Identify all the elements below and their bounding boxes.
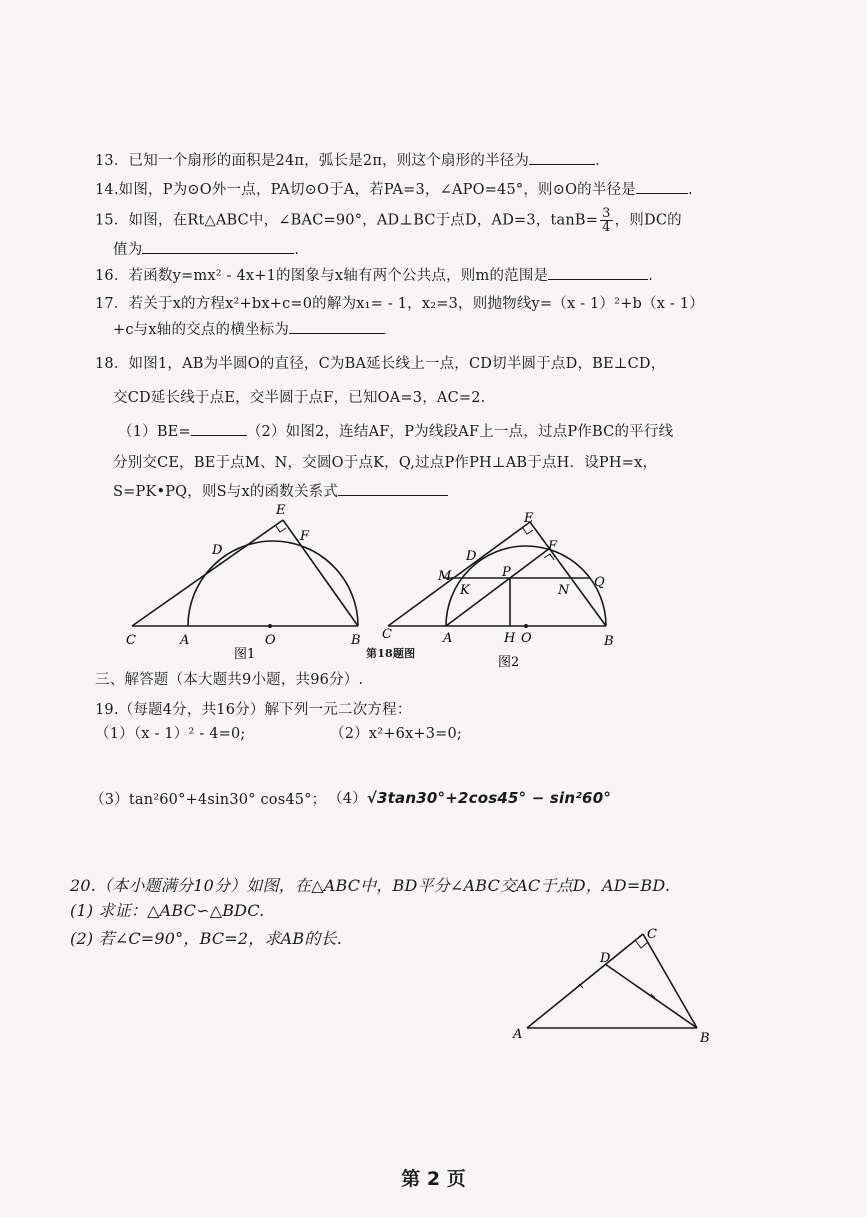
question-18-line3: （1）BE= （2）如图2，连结AF，P为线段AF上一点，过点P作BC的平行线 — [118, 420, 673, 441]
section-3-heading: 三、解答题（本大题共9小题，共96分）. — [95, 672, 364, 688]
fraction-3-4: $\frac{3}{4}$ — [602, 206, 611, 235]
part4-expression: √3tan30°+2cos45° − sin²60° — [366, 789, 612, 807]
question-14: 14.如图，P为⊙O外一点，PA切⊙O于A，若PA=3，∠APO=45°，则⊙O的半径是 . — [95, 178, 693, 199]
page-number: 第 2 页 — [401, 1168, 466, 1190]
question-20-part1: (1) 求证：△ABC∽△BDC. — [70, 901, 265, 920]
label-Q: Q — [594, 575, 605, 590]
label-C: C — [126, 633, 136, 648]
label-D: D — [212, 543, 223, 558]
label-P: P — [502, 565, 511, 580]
label-A: A — [443, 631, 453, 646]
figure-20 — [505, 918, 735, 1048]
answer-blank — [636, 179, 688, 194]
question-20-part2: (2) 若∠C=90°，BC=2，求AB的长. — [70, 929, 343, 948]
label-H: H — [504, 631, 516, 646]
label-D: D — [466, 549, 477, 564]
answer-blank — [529, 150, 595, 165]
figure-18-caption: 第18题图 — [366, 647, 416, 660]
figure-1 — [118, 498, 378, 663]
label-E: E — [276, 503, 286, 518]
figure-2-caption: 图2 — [498, 655, 520, 668]
answer-blank — [338, 481, 448, 496]
answer-blank — [289, 319, 385, 334]
label-C: C — [647, 927, 657, 942]
answer-blank — [548, 265, 648, 280]
figure-2 — [380, 508, 620, 668]
label-F: F — [548, 539, 558, 554]
question-19-part4: （4）√3tan30°+2cos45° − sin²60° — [328, 789, 612, 807]
label-B: B — [700, 1031, 710, 1046]
label-D: D — [600, 951, 611, 966]
answer-blank — [191, 421, 247, 436]
question-18-line2: 交CD延长线于点E，交半圆于点F，已知OA=3，AC=2. — [113, 390, 486, 406]
question-17: 17．若关于x的方程x²+bx+c=0的解为x₁= - 1，x₂=3，则抛物线y=（x - 1）²+b（x - 1） — [95, 296, 704, 312]
label-O: O — [521, 631, 532, 646]
label-A: A — [513, 1027, 523, 1042]
question-16: 16．若函数y=mx² - 4x+1的图象与x轴有两个公共点，则m的范围是 . — [95, 264, 653, 285]
label-E: E — [524, 511, 534, 526]
question-19-part1: （1）（x - 1）² - 4=0; — [95, 726, 246, 742]
question-18-line1: 18．如图1，AB为半圆O的直径，C为BA延长线上一点，CD切半圆于点D，BE⊥CD， — [95, 356, 666, 372]
question-19-part3: （3）tan²60°+4sin30° cos45°； — [90, 792, 327, 808]
label-A: A — [180, 633, 190, 648]
question-15: 15．如图，在Rt△ABC中，∠BAC=90°，AD⊥BC于点D，AD=3，tanB= $\frac{3}{4}$ ，则DC的 — [95, 206, 682, 235]
question-18-line5: S=PK•PQ，则S与x的函数关系式 — [113, 480, 448, 501]
question-18-line4: 分别交CE，BE于点M、N，交圆O于点K，Q,过点P作PH⊥AB于点H．设PH=x， — [113, 455, 658, 471]
label-K: K — [460, 583, 470, 598]
label-M: M — [438, 569, 452, 584]
figure-1-caption: 图1 — [234, 647, 256, 662]
label-F: F — [300, 529, 310, 544]
question-19-part2: （2）x²+6x+3=0; — [330, 726, 463, 742]
label-B: B — [604, 634, 614, 649]
label-O: O — [265, 633, 276, 648]
label-B: B — [351, 633, 361, 648]
question-19-title: 19.（每题4分，共16分）解下列一元二次方程： — [95, 702, 412, 718]
answer-blank — [142, 239, 294, 254]
question-13: 13．已知一个扇形的面积是24π，弧长是2π，则这个扇形的半径为 ． — [95, 149, 610, 170]
label-N: N — [558, 583, 570, 598]
question-15-line2: 值为 ． — [113, 238, 309, 259]
label-C: C — [382, 627, 392, 642]
question-17-line2: +c与x轴的交点的横坐标为 — [113, 318, 385, 339]
question-20-title: 20.（本小题满分10分）如图，在△ABC中，BD平分∠ABC交AC于点D，AD=BD. — [70, 876, 671, 895]
